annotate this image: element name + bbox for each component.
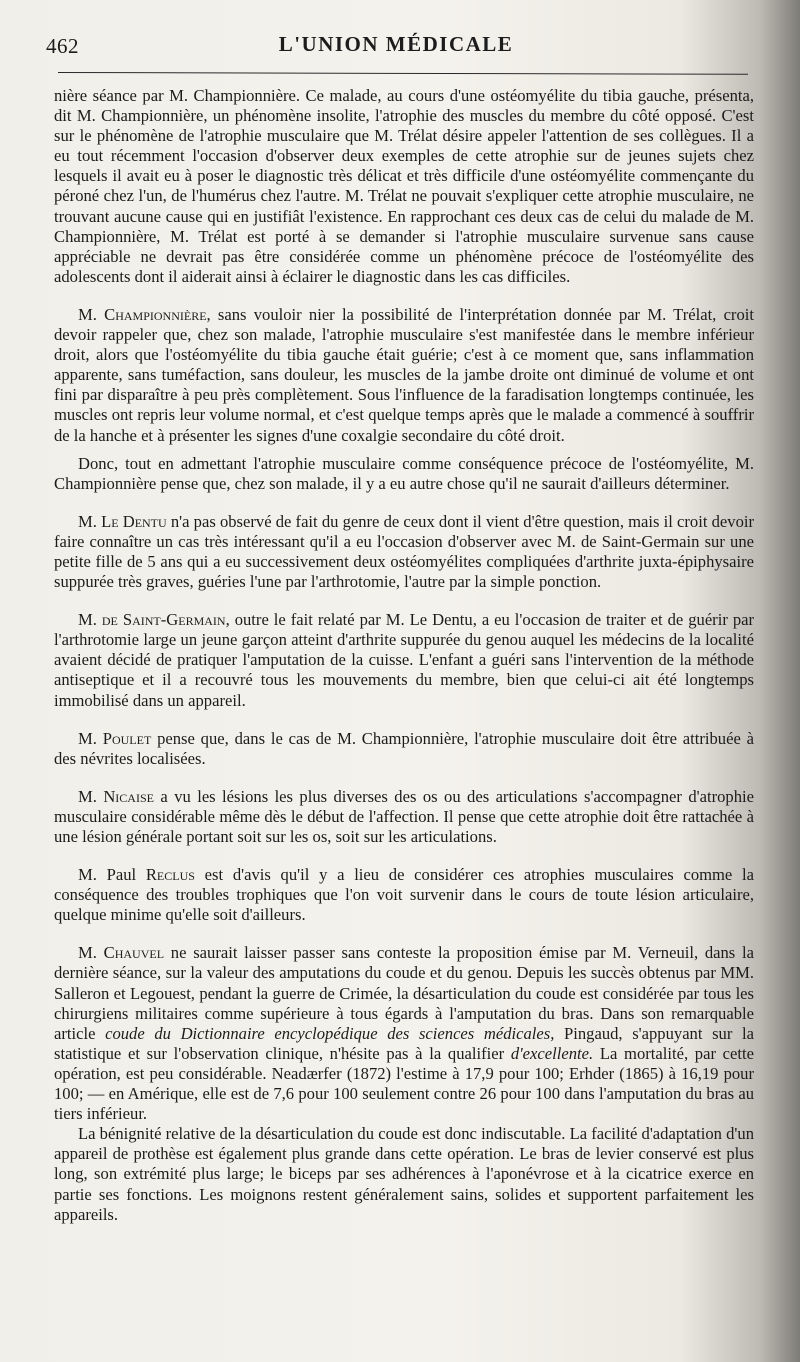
- speaker-name: Poulet: [102, 728, 152, 748]
- paragraph-text: Donc, tout en admettant l'atrophie musculaire comme conséquence précoce de l'ostéomyélite, M. Championnière pense que, chez son malade, il y a eu autre chose qu'il ne saurait d'ailleurs déterminer.: [54, 453, 754, 493]
- speaker-name: Reclus: [145, 865, 195, 885]
- page-header: [46, 28, 746, 68]
- paragraph-le-dentu: [54, 512, 754, 592]
- paragraph-chauvel: [54, 943, 754, 1124]
- paragraph-text: est d'avis qu'il y a lieu de considérer ces atrophies musculaires comme la conséquence des troubles trophiques que l'on voit survenir dans le cours de toute lésion articulaire, quelque minime qu'elle soit d'ailleurs.: [54, 865, 754, 925]
- speaker-name: Chauvel: [103, 943, 165, 963]
- paragraph-championniere: [54, 305, 754, 446]
- speaker-name: Nicaise: [103, 786, 154, 806]
- paragraph-reclus: [54, 865, 754, 925]
- paragraph-text: Pingaud, s'appuyant sur la statistique et sur l'observation clinique, n'hésite pas à la qualifier: [54, 1023, 754, 1063]
- page-number: 462: [46, 34, 79, 58]
- running-title: L'UNION MÉDICALE: [278, 32, 514, 56]
- paragraph-nicaise: [54, 787, 754, 847]
- article-body: [54, 86, 754, 1225]
- speaker-prefix: M. Paul: [78, 865, 146, 885]
- paragraph-text: ne saurait laisser passer sans conteste la proposition émise par M. Verneuil, dans la dernière séance, sur la valeur des amputations du coude et du genou. Depuis les succès obtenus par MM. Salleron et Legouest, pendant la guerre de Crimée, la désarticulation du coude est considérée par tous les chirurgiens militaires comme supérieure à tous égards à l'amputation du bras. Dans son remarquable article: [54, 943, 754, 1043]
- speaker-prefix: M.: [78, 786, 104, 806]
- speaker-prefix: M.: [78, 943, 104, 963]
- paragraph-saint-germain: [54, 610, 754, 710]
- header-rule: [58, 72, 748, 75]
- paragraph-text: pense que, dans le cas de M. Championnière, l'atrophie musculaire doit être attribuée à des névrites localisées.: [54, 728, 754, 768]
- speaker-name: Le Dentu: [101, 511, 167, 531]
- speaker-name: de Saint-Germain: [101, 610, 226, 630]
- speaker-name: Championnière: [104, 304, 207, 324]
- speaker-prefix: M.: [78, 610, 102, 630]
- paragraph-donc: [54, 454, 754, 494]
- article-reference: coude du Dictionnaire encyclopédique des sciences médicales,: [105, 1023, 555, 1043]
- emphasis: d'excellente.: [510, 1043, 594, 1063]
- paragraph-text: a vu les lésions les plus diverses des os ou des articulations s'accompagner d'atrophie musculaire considérable même dès le début de l'affection. Il pense que cette atrophie doit être rattachée à une lésion générale portant soit sur les os, soit sur les articulations.: [54, 786, 754, 846]
- paragraph-text: La mortalité, par cette opération, est peu considérable. Neadærfer (1872) l'estime à 17,9 pour 100; Erhder (1865) à 16,19 pour 100; — en Amérique, elle est de 7,6 pour 100 seulement contre 26 pour 100 dans l'amputation du bras au tiers inférieur.: [54, 1043, 754, 1124]
- paragraph-text: nière séance par M. Championnière. Ce malade, au cours d'une ostéomyélite du tibia gauche, présenta, dit M. Championnière, un phénomène insolite, l'atrophie des muscles du membre du côté opposé. C'est sur le phénomène de l'atrophie musculaire que M. Trélat désire appeler l'attention de ses collègues. Il a eu tout récemment l'occasion d'observer deux exemples de cette atrophie sur de jeunes sujets chez lesquels il avait eu à poser le diagnostic très délicat et très difficile d'une ostéomyélite commençante du péroné chez l'un, de l'humérus chez l'autre. M. Trélat ne pouvait s'expliquer cette atrophie musculaire, ne trouvant aucune cause qui en justifiât l'existence. En rapprochant ces deux cas de celui du malade de M. Championnière, M. Trélat est porté à se demander si l'atrophie musculaire survenue sans cause appréciable ne devrait pas être considérée comme un phénomène précoce de l'ostéomyélite des adolescents dont il aiderait ainsi à éclairer le diagnostic dans les cas difficiles.: [54, 86, 754, 286]
- speaker-prefix: M.: [78, 728, 103, 748]
- paragraph-text: , sans vouloir nier la possibilité de l'interprétation donnée par M. Trélat, croit devoir rappeler que, chez son malade, l'atrophie musculaire s'est manifestée dans le membre inférieur droit, alors que l'ostéomyélite du tibia gauche était guérie; c'est à ce moment que, sans inflammation apparente, sans tuméfaction, sans douleur, les muscles de la jambe droite ont diminué de volume et ont fini par disparaître à peu près complètement. Sous l'influence de la faradisation longtemps continuée, les muscles ont repris leur volume normal, et c'est quelque temps après que le malade a commencé à souffrir de la hanche et à présenter les signes d'une coxalgie secondaire du côté droit.: [54, 304, 754, 445]
- paragraph-text: La bénignité relative de la désarticulation du coude est donc indiscutable. La facilité d'adaptation d'un appareil de prothèse est également plus grande dans cette opération. Le bras de levier conservé est plus long, son extrémité plus large; le biceps par ses adhérences à l'aponévrose et à la cicatrice exerce en partie ses fonctions. Les moignons restent généralement sains, solides et supportent parfaitement les appareils.: [54, 1124, 754, 1224]
- paragraph-trelat: [54, 86, 754, 287]
- speaker-prefix: M.: [78, 511, 102, 531]
- paragraph-poulet: [54, 729, 754, 769]
- paragraph-text: n'a pas observé de fait du genre de ceux dont il vient d'être question, mais il croit devoir faire connaître un cas très intéressant qu'il a eu l'occasion d'observer avec M. de Saint-Germain sur une petite fille de 5 ans qui a eu successivement deux ostéomyélites compliquées d'arthrite juxta-épiphysaire suppurée très graves, guéries l'une par l'arthrotomie, l'autre par la simple ponction.: [54, 511, 754, 592]
- paragraph-benignite: [54, 1124, 754, 1224]
- speaker-prefix: M.: [78, 304, 105, 324]
- paragraph-text: , outre le fait relaté par M. Le Dentu, a eu l'occasion de traiter et de guérir par l'arthrotomie large un jeune garçon atteint d'arthrite suppurée du genou auquel les médecins de la localité avaient décidé de pratiquer l'amputation de la cuisse. L'enfant a guéri sans l'intervention de la méthode antiseptique et il a recouvré tous les mouvements du membre, bien que celui-ci ait été longtemps immobilisé dans un appareil.: [54, 610, 755, 710]
